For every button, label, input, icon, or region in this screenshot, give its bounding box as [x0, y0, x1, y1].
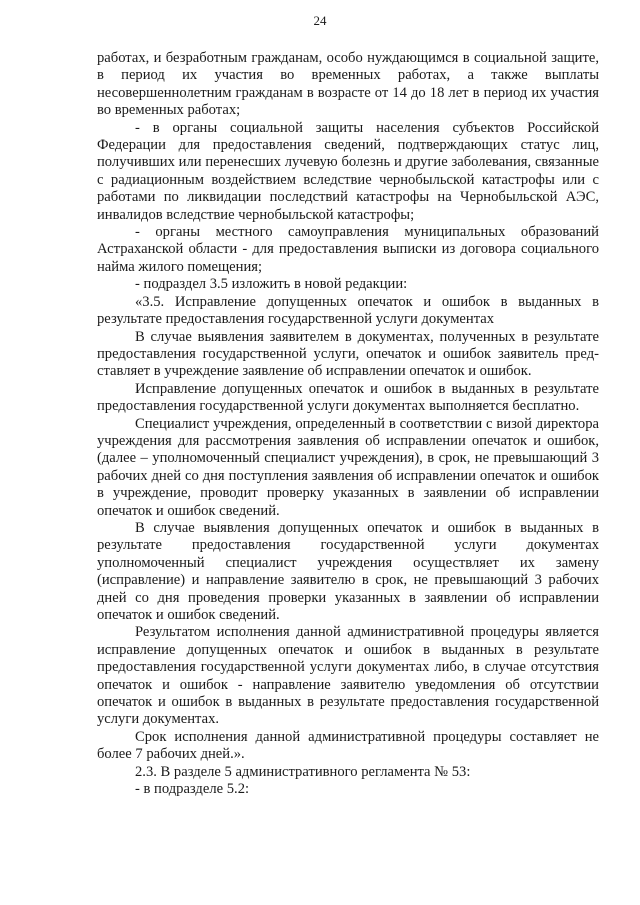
paragraph-4: - подраздел 3.5 изложить в новой редакции: [135, 276, 408, 293]
paragraph-7: Исправление допущенных опечаток и ошибок в выданных в результате предоставления государственной услуги документах выполняется бесплатно. [97, 380, 599, 415]
paragraph-9: В случае выявления допущенных опечаток и ошибок в выданных в результате предоставления государственной услуги документах уполномоченный специалист учреждения осуществляет их замену (исправление) и направление заявителю в срок, не превышающий 3 рабочих дней со дня проведения проверки указанных в заявлении об исправлении опечаток и ошибок сведений. [97, 519, 599, 623]
paragraph-8: Специалист учреждения, определенный в соответствии с визой директора учреждения для рассмотрения заявления об исправлении опечаток и ошибок, (далее – уполномоченный специалист учреждения), в срок, не превышающий 3 рабочих дней со дня поступления заявления об исправлении опечаток и ошибок в учреждение, проводит проверку указанных в заявлении об исправлении опечаток и ошибок сведений. [97, 415, 599, 519]
paragraph-6: В случае выявления заявителем в документах, полученных в результате предоставления государственной услуги, опечаток и ошибок заявитель представляет в учреждение заявление об исправлении опечаток и ошибок. [97, 328, 599, 380]
paragraph-2: - в органы социальной защиты населения субъектов Российской Федерации для предоставления сведений, подтверждающих статус лиц, получивших или перенесших лучевую болезнь и другие заболевания, связанные с радиационным воздействием вследствие чернобыльской катастрофы или с работами по ликвидации последствий катастрофы на Чернобыльской АЭС, инвалидов вследствие чернобыльской катастрофы; [97, 119, 599, 223]
paragraph-12: 2.3. В разделе 5 административного регламента № 53: [135, 763, 471, 780]
paragraph-10: Результатом исполнения данной административной процедуры является исправление допущенных опечаток и ошибок в выданных в результате предоставления государственной услуги документах либо, в случае отсутствия опечаток и ошибок - направление заявителю уведомления об отсутствии опечаток и ошибок в выданных в результате предоставления государственной услуги документах. [97, 624, 599, 728]
paragraph-13: - в подразделе 5.2: [135, 781, 250, 798]
paragraph-3: - органы местного самоуправления муниципальных образований Астраханской области - для предоставления выписки из договора социального найма жилого помещения; [97, 224, 599, 275]
paragraph-1: работах, и безработным гражданам, особо нуждающимся в социальной защите, в период их участия во временных работах, а также выплаты несовершеннолетним гражданам в возрасте от 14 до 18 лет в период их участия во временных работах; [97, 50, 599, 119]
section-heading: «3.5. Исправление допущенных опечаток и ошибок в выданных в результате предоставления государственной услуги документах [97, 293, 599, 328]
page-number: 24 [313, 13, 327, 28]
document-body [97, 50, 599, 798]
paragraph-11: Срок исполнения данной административной процедуры составляет не более 7 рабочих дней.». [97, 728, 599, 763]
